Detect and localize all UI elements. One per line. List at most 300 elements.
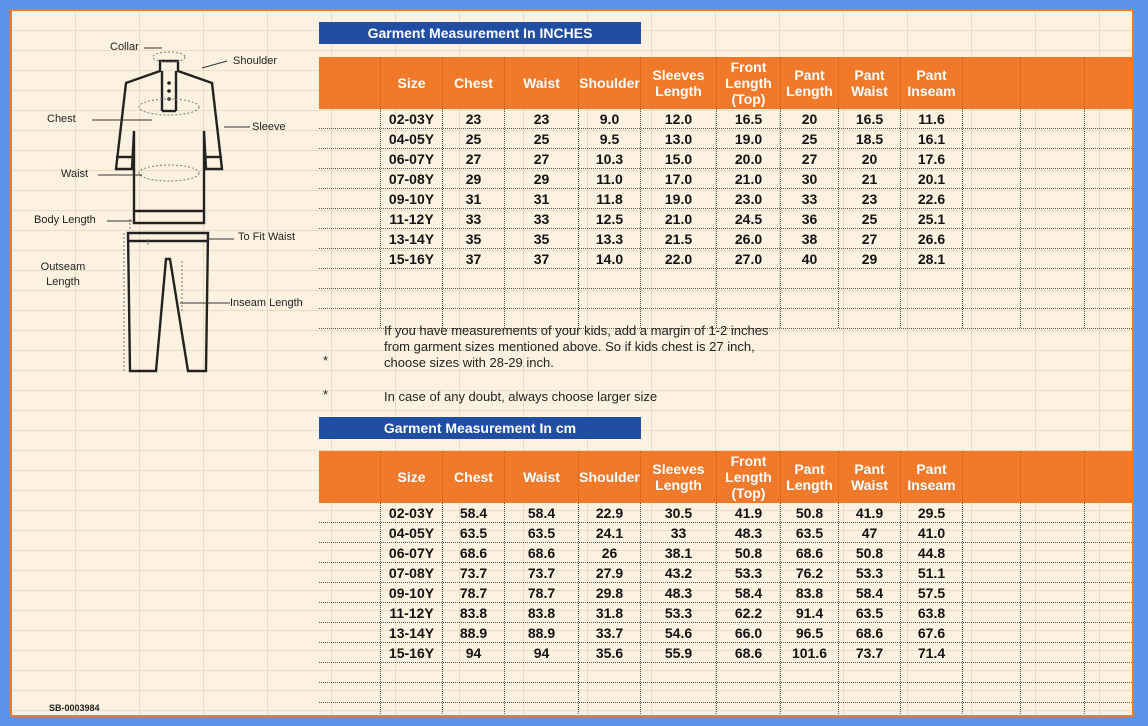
table-cell: 07-08Y [381,563,443,582]
empty-cell [319,683,381,702]
table-cell: 25.1 [901,209,963,228]
table-cell: 29.5 [901,503,963,522]
table-cell: 26.6 [901,229,963,248]
table-cell: 13-14Y [381,623,443,642]
table-cell: 83.8 [443,603,505,622]
table-cell: 20 [781,109,839,128]
table-cell: 9.0 [579,109,641,128]
empty-cell [963,129,1021,148]
table-cell: 27 [443,149,505,168]
header-cell: Shoulder [579,451,641,503]
table-cell: 63.8 [901,603,963,622]
empty-cell [1085,503,1134,522]
table-cell: 96.5 [781,623,839,642]
header-cell: Pant Length [781,451,839,503]
empty-cell [1021,603,1085,622]
empty-cell [319,523,381,542]
empty-cell [579,703,641,717]
empty-cell [781,663,839,682]
table-cell: 21 [839,169,901,188]
empty-cell [781,289,839,308]
empty-cell [641,683,717,702]
empty-cell [1021,503,1085,522]
empty-cell [641,703,717,717]
empty-cell [381,703,443,717]
empty-cell [963,563,1021,582]
header-cell: Pant Inseam [901,451,963,503]
table-cell: 14.0 [579,249,641,268]
table-cell: 76.2 [781,563,839,582]
empty-cell [579,683,641,702]
table-cell: 21.0 [717,169,781,188]
table-cell: 29 [505,169,579,188]
table-cell: 71.4 [901,643,963,662]
header-empty-cell [963,57,1021,109]
table-cell: 15-16Y [381,249,443,268]
header-cell: Front Length (Top) [717,57,781,109]
table-cell: 47 [839,523,901,542]
empty-cell [319,169,381,188]
empty-cell [717,703,781,717]
table-cell: 91.4 [781,603,839,622]
table-cell: 101.6 [781,643,839,662]
empty-cell [963,603,1021,622]
table-cell: 41.9 [839,503,901,522]
empty-cell [1021,289,1085,308]
table-cell: 62.2 [717,603,781,622]
table-cell: 16.5 [717,109,781,128]
table-cell: 09-10Y [381,583,443,602]
table-cell: 17.6 [901,149,963,168]
empty-cell [443,683,505,702]
table-cell: 68.6 [839,623,901,642]
empty-cell [1021,583,1085,602]
header-cell: Sleeves Length [641,451,717,503]
table-cell: 33 [443,209,505,228]
header-cell: Size [381,57,443,109]
empty-cell [1085,583,1134,602]
table-cell: 27.9 [579,563,641,582]
table-row [319,149,1134,169]
empty-cell [505,683,579,702]
header-cell: Sleeves Length [641,57,717,109]
table-cell: 37 [505,249,579,268]
empty-cell [963,583,1021,602]
empty-cell [319,109,381,128]
table-row [319,129,1134,149]
header-empty-cell [1021,57,1085,109]
table-cell: 50.8 [781,503,839,522]
empty-cell [319,249,381,268]
header-cell: Pant Waist [839,57,901,109]
table-cell: 11.8 [579,189,641,208]
table-cell: 31 [505,189,579,208]
empty-cell [963,643,1021,662]
table-cell: 40 [781,249,839,268]
table-cell: 63.5 [781,523,839,542]
table-cell: 50.8 [717,543,781,562]
header-cell: Front Length (Top) [717,451,781,503]
table-cell: 48.3 [717,523,781,542]
empty-cell [1021,543,1085,562]
table-cell: 20.1 [901,169,963,188]
empty-cell [963,703,1021,717]
label-shoulder: Shoulder [233,55,278,67]
empty-cell [319,289,381,308]
empty-cell [1085,703,1134,717]
empty-cell [443,663,505,682]
table-cell: 21.0 [641,209,717,228]
empty-cell [963,663,1021,682]
label-chest: Chest [47,113,76,125]
table-cell: 27 [781,149,839,168]
empty-cell [579,289,641,308]
empty-cell [963,109,1021,128]
empty-cell [963,189,1021,208]
inches-table-header [319,57,1134,109]
table-cell: 18.5 [839,129,901,148]
note-larger-size: In case of any doubt, always choose larger size [384,389,658,404]
empty-cell [319,703,381,717]
table-cell: 27.0 [717,249,781,268]
empty-cell [839,683,901,702]
empty-cell [641,663,717,682]
empty-cell [1085,209,1134,228]
header-empty-cell [1085,451,1134,503]
garment-diagram [12,11,312,391]
empty-cell [717,269,781,288]
table-row [319,663,1134,683]
table-cell: 63.5 [443,523,505,542]
empty-cell [1021,169,1085,188]
table-cell: 33 [641,523,717,542]
empty-cell [579,663,641,682]
empty-cell [1085,309,1134,328]
table-cell: 68.6 [505,543,579,562]
empty-cell [963,683,1021,702]
table-cell: 22.0 [641,249,717,268]
empty-cell [781,269,839,288]
empty-cell [319,543,381,562]
table-cell: 41.0 [901,523,963,542]
label-inseam: Inseam Length [230,297,303,309]
empty-cell [319,603,381,622]
table-cell: 23 [839,189,901,208]
table-cell: 11-12Y [381,603,443,622]
table-cell: 21.5 [641,229,717,248]
table-cell: 31 [443,189,505,208]
table-cell: 15.0 [641,149,717,168]
empty-cell [319,209,381,228]
empty-cell [381,269,443,288]
table-cell: 25 [505,129,579,148]
header-cell: Waist [505,451,579,503]
table-cell: 53.3 [641,603,717,622]
table-cell: 51.1 [901,563,963,582]
table-cell: 43.2 [641,563,717,582]
table-row [319,109,1134,129]
empty-cell [1021,683,1085,702]
table-row [319,603,1134,623]
table-cell: 53.3 [839,563,901,582]
empty-cell [443,289,505,308]
table-cell: 20 [839,149,901,168]
table-cell: 55.9 [641,643,717,662]
empty-cell [963,623,1021,642]
empty-cell [319,563,381,582]
empty-cell [1021,703,1085,717]
header-cell: Chest [443,57,505,109]
table-row [319,189,1134,209]
table-cell: 38 [781,229,839,248]
empty-cell [1021,643,1085,662]
empty-cell [443,269,505,288]
table-cell: 02-03Y [381,109,443,128]
empty-cell [1085,229,1134,248]
empty-cell [641,269,717,288]
inches-table-title: Garment Measurement In INCHES [319,22,641,44]
empty-cell [1085,109,1134,128]
table-row [319,229,1134,249]
empty-cell [1021,209,1085,228]
table-cell: 54.6 [641,623,717,642]
empty-cell [505,703,579,717]
table-cell: 11.6 [901,109,963,128]
empty-cell [319,503,381,522]
table-cell: 66.0 [717,623,781,642]
empty-cell [1021,229,1085,248]
empty-cell [963,523,1021,542]
empty-cell [443,703,505,717]
table-cell: 26 [579,543,641,562]
table-cell: 11.0 [579,169,641,188]
table-cell: 73.7 [505,563,579,582]
empty-cell [901,683,963,702]
label-waist: Waist [61,168,89,180]
empty-cell [839,663,901,682]
header-cell: Pant Waist [839,451,901,503]
table-cell: 78.7 [505,583,579,602]
empty-cell [901,663,963,682]
table-row [319,523,1134,543]
table-cell: 22.9 [579,503,641,522]
table-cell: 9.5 [579,129,641,148]
label-collar: Collar [110,41,139,53]
table-cell: 35 [443,229,505,248]
empty-cell [781,703,839,717]
table-cell: 57.5 [901,583,963,602]
table-cell: 36 [781,209,839,228]
table-cell: 28.1 [901,249,963,268]
empty-cell [963,149,1021,168]
empty-cell [1021,149,1085,168]
empty-cell [381,289,443,308]
table-cell: 25 [443,129,505,148]
empty-cell [1085,269,1134,288]
table-row [319,683,1134,703]
table-cell: 78.7 [443,583,505,602]
label-to-fit-waist: To Fit Waist [238,231,296,243]
table-row [319,643,1134,663]
empty-cell [319,189,381,208]
empty-cell [641,289,717,308]
empty-cell [963,269,1021,288]
table-cell: 33.7 [579,623,641,642]
table-cell: 23 [443,109,505,128]
empty-cell [1085,169,1134,188]
empty-cell [781,683,839,702]
header-empty-cell [963,451,1021,503]
table-cell: 73.7 [443,563,505,582]
header-cell: Pant Inseam [901,57,963,109]
table-cell: 53.3 [717,563,781,582]
empty-cell [839,703,901,717]
empty-cell [963,503,1021,522]
empty-cell [1085,663,1134,682]
empty-cell [1021,189,1085,208]
empty-cell [717,289,781,308]
empty-cell [1021,623,1085,642]
empty-cell [963,289,1021,308]
table-cell: 23.0 [717,189,781,208]
table-cell: 50.8 [839,543,901,562]
empty-cell [1085,249,1134,268]
empty-cell [1021,269,1085,288]
empty-cell [579,269,641,288]
empty-cell [319,643,381,662]
empty-cell [1021,249,1085,268]
table-cell: 16.1 [901,129,963,148]
table-cell: 83.8 [505,603,579,622]
table-cell: 63.5 [505,523,579,542]
table-cell: 13.0 [641,129,717,148]
empty-cell [1085,149,1134,168]
table-cell: 67.6 [901,623,963,642]
empty-cell [1085,563,1134,582]
label-body-length: Body Length [34,214,96,226]
table-cell: 20.0 [717,149,781,168]
table-cell: 68.6 [443,543,505,562]
empty-cell [901,289,963,308]
empty-cell [1021,523,1085,542]
table-cell: 10.3 [579,149,641,168]
empty-cell [963,249,1021,268]
header-cell: Size [381,451,443,503]
table-cell: 25 [839,209,901,228]
table-cell: 27 [505,149,579,168]
empty-cell [717,663,781,682]
empty-cell [1021,129,1085,148]
empty-cell [963,543,1021,562]
table-row [319,563,1134,583]
table-cell: 73.7 [839,643,901,662]
table-cell: 33 [781,189,839,208]
table-cell: 22.6 [901,189,963,208]
table-cell: 12.0 [641,109,717,128]
empty-cell [381,663,443,682]
table-cell: 27 [839,229,901,248]
table-cell: 88.9 [505,623,579,642]
empty-cell [901,269,963,288]
empty-cell [839,289,901,308]
header-empty-cell [319,451,381,503]
header-cell: Waist [505,57,579,109]
table-cell: 41.9 [717,503,781,522]
table-cell: 15-16Y [381,643,443,662]
header-empty-cell [1021,451,1085,503]
empty-cell [1021,109,1085,128]
table-cell: 58.4 [443,503,505,522]
table-cell: 13.3 [579,229,641,248]
table-row [319,543,1134,563]
table-cell: 29.8 [579,583,641,602]
table-cell: 11-12Y [381,209,443,228]
table-cell: 02-03Y [381,503,443,522]
empty-cell [505,289,579,308]
table-cell: 29 [443,169,505,188]
empty-cell [319,663,381,682]
empty-cell [839,309,901,328]
table-cell: 33 [505,209,579,228]
empty-cell [1085,623,1134,642]
empty-cell [319,309,381,328]
table-cell: 26.0 [717,229,781,248]
table-cell: 06-07Y [381,149,443,168]
empty-cell [319,623,381,642]
empty-cell [505,663,579,682]
header-cell: Chest [443,451,505,503]
empty-cell [901,703,963,717]
table-cell: 83.8 [781,583,839,602]
table-cell: 19.0 [717,129,781,148]
table-cell: 68.6 [717,643,781,662]
table-row [319,269,1134,289]
empty-cell [781,309,839,328]
table-cell: 94 [505,643,579,662]
table-row [319,703,1134,717]
label-outseam: Outseam Length [40,261,86,288]
empty-cell [1085,603,1134,622]
note-bullet-1: * [323,353,329,368]
empty-cell [319,129,381,148]
cm-table-title: Garment Measurement In cm [319,417,641,439]
table-cell: 38.1 [641,543,717,562]
empty-cell [319,229,381,248]
label-sleeve: Sleeve [252,121,286,133]
table-cell: 16.5 [839,109,901,128]
table-cell: 37 [443,249,505,268]
table-cell: 04-05Y [381,129,443,148]
empty-cell [963,309,1021,328]
table-row [319,169,1134,189]
empty-cell [1021,309,1085,328]
table-cell: 29 [839,249,901,268]
table-cell: 25 [781,129,839,148]
empty-cell [381,683,443,702]
empty-cell [1085,543,1134,562]
empty-cell [319,583,381,602]
table-cell: 48.3 [641,583,717,602]
table-cell: 30 [781,169,839,188]
table-cell: 30.5 [641,503,717,522]
table-cell: 07-08Y [381,169,443,188]
empty-cell [1085,289,1134,308]
note-bullet-2: * [323,387,329,402]
product-code: SB-0003984 [49,703,100,713]
empty-cell [1085,643,1134,662]
spreadsheet [10,9,1134,717]
table-cell: 09-10Y [381,189,443,208]
